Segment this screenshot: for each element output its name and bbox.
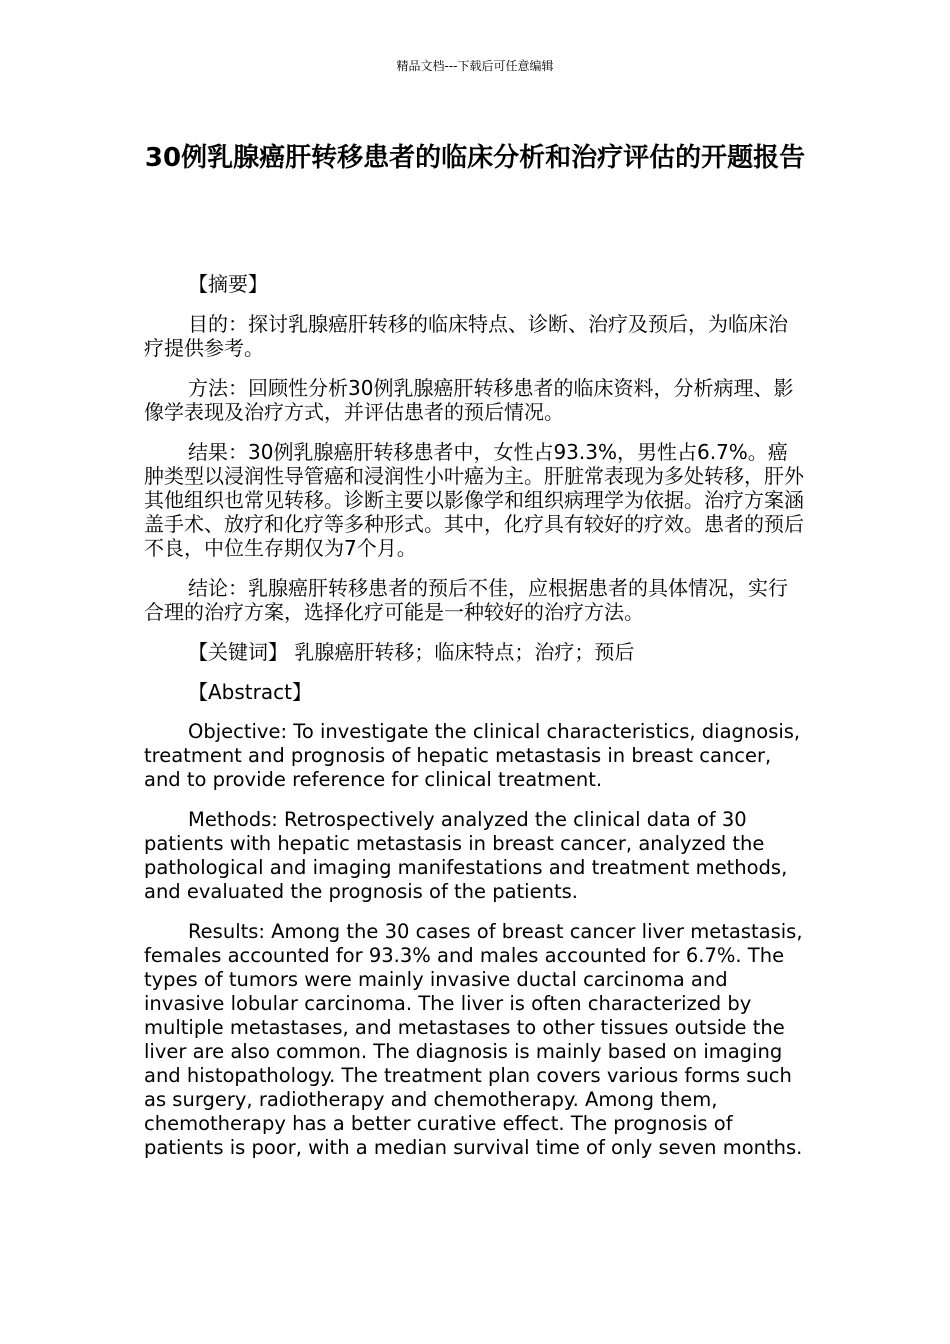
results-cn-paragraph: 结果：30例乳腺癌肝转移患者中，女性占93.3%，男性占6.7%。癌肿类型以浸润性导管癌和浸润性小叶癌为主。肝脏常表现为多处转移，肝外其他组织也常见转移。诊断主要以影像学和组织病理学为依据。治疗方案涵盖手术、放疗和化疗等多种形式。其中，化疗具有较好的疗效。患者的预后不良，中位生存期仅为7个月。 — [144, 440, 804, 560]
methods-en-paragraph: Methods: Retrospectively analyzed the clinical data of 30 patients with hepatic metastasis in breast cancer, analyzed the pathological and imaging manifestations and treatment methods, and evaluated the prognosis of the patients. — [144, 808, 788, 903]
objective-en-paragraph: Objective: To investigate the clinical characteristics, diagnosis, treatment and prognosis of hepatic metastasis in breast cancer, and to provide reference for clinical treatment. — [144, 720, 801, 791]
keywords-cn-paragraph: 【关键词】 乳腺癌肝转移；临床特点；治疗；预后 — [188, 640, 635, 664]
methods-cn-paragraph: 方法：回顾性分析30例乳腺癌肝转移患者的临床资料，分析病理、影像学表现及治疗方式，并评估患者的预后情况。 — [144, 376, 794, 424]
abstract-cn-heading: 【摘要】 — [188, 272, 268, 296]
abstract-en-heading: 【Abstract】 — [188, 680, 312, 704]
document-body — [144, 272, 806, 1176]
document-title: 30例乳腺癌肝转移患者的临床分析和治疗评估的开题报告 — [144, 143, 806, 173]
objective-cn-paragraph: 目的：探讨乳腺癌肝转移的临床特点、诊断、治疗及预后，为临床治疗提供参考。 — [144, 312, 788, 360]
conclusion-cn-paragraph: 结论：乳腺癌肝转移患者的预后不佳，应根据患者的具体情况，实行合理的治疗方案，选择化疗可能是一种较好的治疗方法。 — [144, 576, 788, 624]
page-header-note: 精品文档---下载后可任意编辑 — [396, 59, 554, 73]
results-en-paragraph: Results: Among the 30 cases of breast cancer liver metastasis, females accounted for 93.3% and males accounted for 6.7%. The types of tumors were mainly invasive ductal carcinoma and invasive lobular carcinoma. The liver is often characterized by multiple metastases, and metastases to other tissues outside the liver are also common. The diagnosis is mainly based on imaging and histopathology. The treatment plan covers various forms such as surgery, radiotherapy and chemotherapy. Among them, chemotherapy has a better curative effect. The prognosis of patients is poor, with a median survival time of only seven months. — [144, 920, 803, 1159]
